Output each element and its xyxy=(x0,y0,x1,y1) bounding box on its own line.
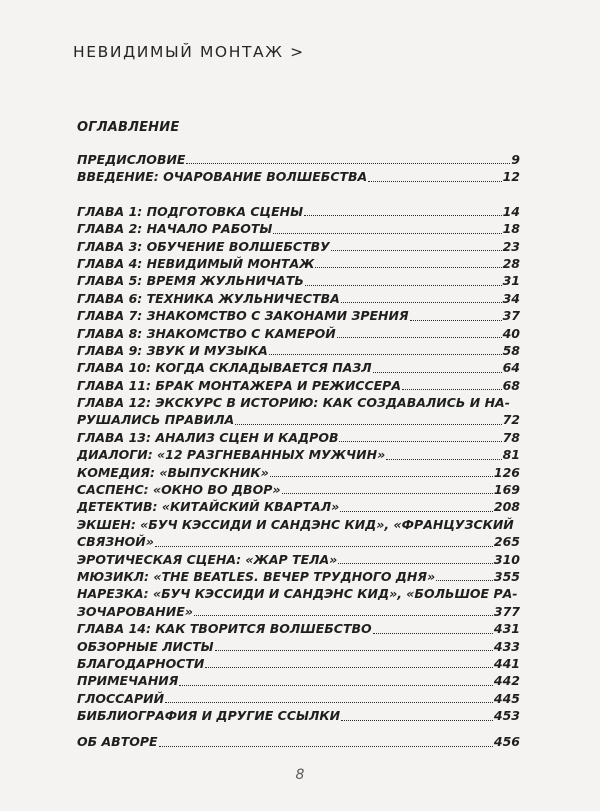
toc-entry-title: ГЛАВА 6: ТЕХНИКА ЖУЛЬНИЧЕСТВА xyxy=(77,290,340,306)
toc-entry-page: 265 xyxy=(493,534,520,550)
toc-entry-chapter-5 xyxy=(77,272,520,289)
toc-entry-page: 68 xyxy=(502,377,520,393)
running-header: НЕВИДИМЫЙ МОНТАЖ > xyxy=(73,43,305,61)
toc-entry-acknowledgements xyxy=(77,655,520,672)
dot-leader xyxy=(315,267,501,268)
toc-entry-title: БЛАГОДАРНОСТИ xyxy=(77,655,205,671)
toc-entry-chapter-2 xyxy=(77,220,520,237)
dot-leader xyxy=(269,354,502,355)
toc-entry-title: СВЯЗНОЙ» xyxy=(77,534,154,550)
dot-leader xyxy=(341,302,502,303)
toc-entry-introduction xyxy=(77,168,520,185)
toc-entry-title: ГЛОССАРИЙ xyxy=(77,690,165,706)
toc-entry-title: ПРИМЕЧАНИЯ xyxy=(77,673,179,689)
dot-leader xyxy=(179,685,493,686)
dot-leader xyxy=(373,372,502,373)
toc-entry-title: ГЛАВА 13: АНАЛИЗ СЦЕН И КАДРОВ xyxy=(77,429,339,445)
toc-entry-notes xyxy=(77,672,520,689)
toc-entry-page: 9 xyxy=(511,151,520,167)
toc-entry-title: РУШАЛИСЬ ПРАВИЛА xyxy=(77,412,235,428)
toc-entry-chapter-12-line-1 xyxy=(77,394,520,411)
table-of-contents xyxy=(77,151,520,751)
toc-entry-chapter-3 xyxy=(77,238,520,255)
toc-entry-preface xyxy=(77,151,520,168)
toc-entry-page: 18 xyxy=(502,221,520,237)
toc-entry-title: ПРЕДИСЛОВИЕ xyxy=(77,151,186,167)
toc-entry-page: 58 xyxy=(502,342,520,358)
dot-leader xyxy=(282,493,493,494)
toc-entry-page: 12 xyxy=(502,169,520,185)
dot-leader xyxy=(186,163,510,164)
toc-entry-title: ВВЕДЕНИЕ: ОЧАРОВАНИЕ ВОЛШЕБСТВА xyxy=(77,169,368,185)
toc-entry-chapter-4 xyxy=(77,255,520,272)
toc-entry-title: ЗОЧАРОВАНИЕ» xyxy=(77,603,193,619)
toc-entry-erotic-scene xyxy=(77,551,520,568)
dot-leader xyxy=(273,233,501,234)
toc-entry-chapter-6 xyxy=(77,290,520,307)
toc-entry-page: 72 xyxy=(502,412,520,428)
toc-entry-title: ДЕТЕКТИВ: «КИТАЙСКИЙ КВАРТАЛ» xyxy=(77,499,340,515)
toc-entry-title-line: НАРЕЗКА: «БУЧ КЭССИДИ И САНДЭНС КИД», «БОЛЬШОЕ РА- xyxy=(77,586,518,602)
toc-entry-title: ЭРОТИЧЕСКАЯ СЦЕНА: «ЖАР ТЕЛА» xyxy=(77,551,338,567)
toc-entry-title: ГЛАВА 9: ЗВУК И МУЗЫКА xyxy=(77,342,268,358)
toc-entry-page: 81 xyxy=(502,447,520,463)
toc-entry-title: ГЛАВА 1: ПОДГОТОВКА СЦЕНЫ xyxy=(77,203,304,219)
toc-entry-dialogues xyxy=(77,446,520,463)
dot-leader xyxy=(159,746,493,747)
dot-leader xyxy=(338,563,493,564)
toc-entry-page: 453 xyxy=(493,708,520,724)
toc-entry-about-author xyxy=(77,734,520,751)
toc-entry-chapter-10 xyxy=(77,359,520,376)
toc-entry-detective xyxy=(77,498,520,515)
toc-entry-page: 445 xyxy=(493,690,520,706)
toc-entry-page: 126 xyxy=(493,464,520,480)
dot-leader xyxy=(155,546,493,547)
toc-entry-comedy xyxy=(77,464,520,481)
dot-leader xyxy=(436,580,493,581)
toc-entry-title: ГЛАВА 14: КАК ТВОРИТСЯ ВОЛШЕБСТВО xyxy=(77,621,372,637)
toc-entry-suspense xyxy=(77,481,520,498)
dot-leader xyxy=(340,511,493,512)
toc-entry-title: КОМЕДИЯ: «ВЫПУСКНИК» xyxy=(77,464,269,480)
toc-entry-page: 14 xyxy=(502,203,520,219)
dot-leader xyxy=(386,459,501,460)
dot-leader xyxy=(305,285,502,286)
toc-entry-chapter-1 xyxy=(77,203,520,220)
dot-leader xyxy=(337,337,502,338)
toc-entry-chapter-8 xyxy=(77,325,520,342)
toc-entry-title: ГЛАВА 2: НАЧАЛО РАБОТЫ xyxy=(77,221,273,237)
toc-entry-page: 31 xyxy=(502,273,520,289)
toc-entry-action-line-1 xyxy=(77,516,520,533)
toc-entry-title: ГЛАВА 4: НЕВИДИМЫЙ МОНТАЖ xyxy=(77,255,315,271)
dot-leader xyxy=(205,667,493,668)
toc-entry-bibliography xyxy=(77,707,520,724)
toc-entry-title: САСПЕНС: «ОКНО ВО ДВОР» xyxy=(77,482,281,498)
toc-entry-action xyxy=(77,533,520,550)
dot-leader xyxy=(270,476,493,477)
dot-leader xyxy=(339,441,501,442)
toc-entry-page: 37 xyxy=(502,308,520,324)
toc-title: ОГЛАВЛЕНИЕ xyxy=(77,120,180,135)
toc-entry-title-line: ГЛАВА 12: ЭКСКУРС В ИСТОРИЮ: КАК СОЗДАВАЛИСЬ И НА- xyxy=(77,395,510,411)
toc-entry-review-sheets xyxy=(77,638,520,655)
toc-entry-musical xyxy=(77,568,520,585)
toc-entry-page: 431 xyxy=(493,621,520,637)
toc-entry-title: ОБЗОРНЫЕ ЛИСТЫ xyxy=(77,638,214,654)
dot-leader xyxy=(341,720,493,721)
toc-entry-page: 310 xyxy=(493,551,520,567)
dot-leader xyxy=(165,702,493,703)
page-number: 8 xyxy=(295,767,305,783)
toc-entry-title: ГЛАВА 7: ЗНАКОМСТВО С ЗАКОНАМИ ЗРЕНИЯ xyxy=(77,308,409,324)
toc-entry-title: МЮЗИКЛ: «THE BEATLES. ВЕЧЕР ТРУДНОГО ДНЯ» xyxy=(77,568,436,584)
dot-leader xyxy=(402,389,502,390)
toc-entry-page: 78 xyxy=(502,429,520,445)
toc-entry-page: 355 xyxy=(493,568,520,584)
toc-entry-glossary xyxy=(77,690,520,707)
toc-entry-page: 64 xyxy=(502,360,520,376)
toc-entry-chapter-9 xyxy=(77,342,520,359)
toc-entry-title: ОБ АВТОРЕ xyxy=(77,734,158,750)
dot-leader xyxy=(304,215,502,216)
toc-entry-title: ГЛАВА 11: БРАК МОНТАЖЕРА И РЕЖИССЕРА xyxy=(77,377,402,393)
toc-entry-title: ГЛАВА 10: КОГДА СКЛАДЫВАЕТСЯ ПАЗЛ xyxy=(77,360,372,376)
toc-entry-page: 28 xyxy=(502,255,520,271)
dot-leader xyxy=(410,320,502,321)
toc-entry-page: 377 xyxy=(493,603,520,619)
toc-entry-title: БИБЛИОГРАФИЯ И ДРУГИЕ ССЫЛКИ xyxy=(77,708,341,724)
toc-entry-montage-line-1 xyxy=(77,585,520,602)
dot-leader xyxy=(215,650,493,651)
toc-entry-montage xyxy=(77,603,520,620)
toc-entry-page: 40 xyxy=(502,325,520,341)
toc-entry-chapter-13 xyxy=(77,429,520,446)
toc-entry-title: ГЛАВА 8: ЗНАКОМСТВО С КАМЕРОЙ xyxy=(77,325,336,341)
dot-leader xyxy=(331,250,502,251)
toc-entry-chapter-14 xyxy=(77,620,520,637)
toc-entry-title: ГЛАВА 5: ВРЕМЯ ЖУЛЬНИЧАТЬ xyxy=(77,273,304,289)
toc-entry-page: 169 xyxy=(493,482,520,498)
toc-entry-chapter-7 xyxy=(77,307,520,324)
dot-leader xyxy=(368,181,501,182)
dot-leader xyxy=(194,615,493,616)
toc-entry-page: 441 xyxy=(493,655,520,671)
toc-entry-page: 456 xyxy=(493,734,520,750)
toc-entry-page: 433 xyxy=(493,638,520,654)
toc-entry-page: 442 xyxy=(493,673,520,689)
dot-leader xyxy=(235,424,501,425)
toc-entry-chapter-11 xyxy=(77,377,520,394)
toc-entry-page: 208 xyxy=(493,499,520,515)
toc-entry-title: ГЛАВА 3: ОБУЧЕНИЕ ВОЛШЕБСТВУ xyxy=(77,238,330,254)
dot-leader xyxy=(373,633,493,634)
toc-entry-chapter-12 xyxy=(77,411,520,428)
toc-entry-page: 23 xyxy=(502,238,520,254)
toc-entry-title: ДИАЛОГИ: «12 РАЗГНЕВАННЫХ МУЖЧИН» xyxy=(77,447,386,463)
toc-entry-page: 34 xyxy=(502,290,520,306)
toc-entry-title-line: ЭКШЕН: «БУЧ КЭССИДИ И САНДЭНС КИД», «ФРАНЦУЗСКИЙ xyxy=(77,516,514,532)
